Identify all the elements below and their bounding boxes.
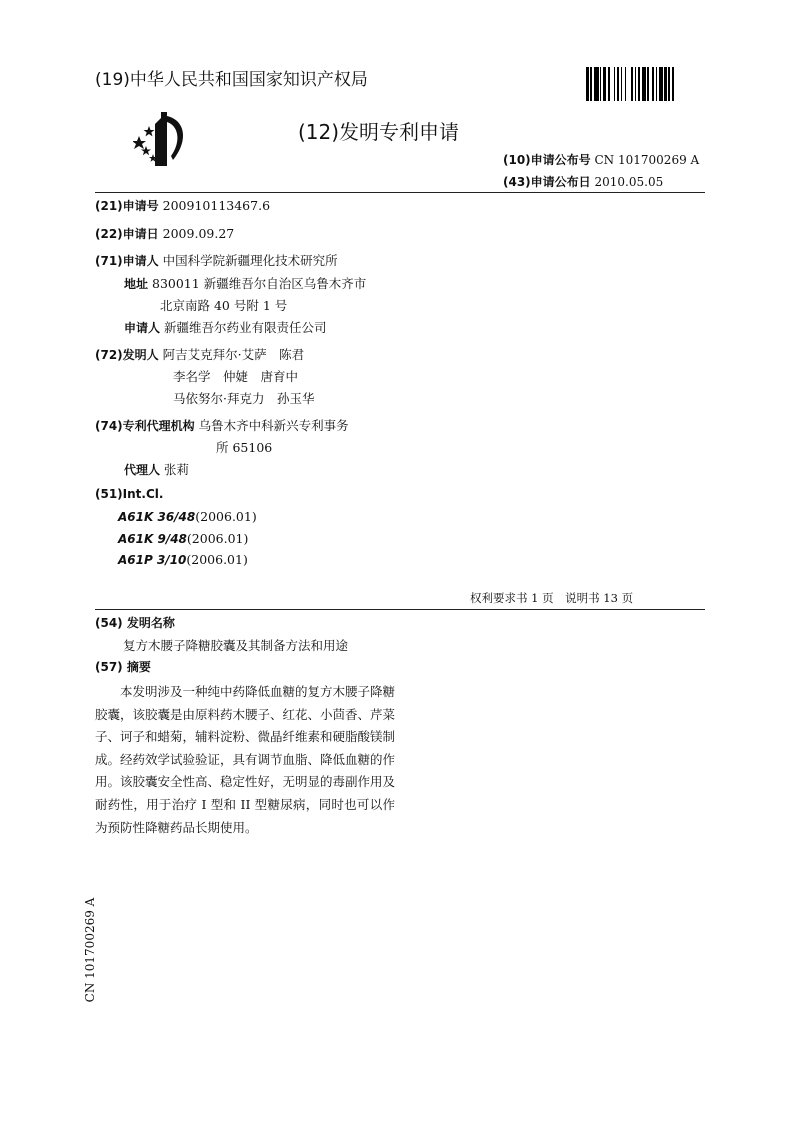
application-number-label: (21)申请号 bbox=[95, 199, 159, 213]
sipo-emblem-icon bbox=[133, 110, 193, 168]
inventors-line1: 阿吉艾克拜尔·艾萨 陈君 bbox=[162, 347, 305, 362]
publication-number: CN 101700269 A bbox=[594, 153, 700, 167]
ipc-entry bbox=[118, 552, 248, 567]
ipc-code: A61K 9/48 bbox=[118, 532, 187, 546]
application-number: 200910113467.6 bbox=[162, 198, 271, 213]
ipc-entry bbox=[118, 531, 248, 546]
address-row bbox=[124, 274, 366, 292]
office-name: (19)中华人民共和国国家知识产权局 bbox=[95, 70, 368, 90]
address-label: 地址 bbox=[124, 277, 149, 291]
barcode-icon bbox=[586, 67, 704, 101]
applicant2-row bbox=[124, 318, 327, 336]
document-kind: (12)发明专利申请 bbox=[298, 120, 460, 144]
publication-number-label: (10)申请公布号 bbox=[503, 153, 591, 167]
intcl-label: (51)Int.Cl. bbox=[95, 487, 164, 501]
agent-label: 代理人 bbox=[124, 463, 161, 477]
abstract-text: 本发明涉及一种纯中药降低血糖的复方木腰子降糖胶囊，该胶囊是由原料药木腰子、红花、小茴香、芹菜子、诃子和蜡菊，辅料淀粉、微晶纤维素和硬脂酸镁制成。经药效学试验验证，具有调节血脂、降低血糖的作用。该胶囊安全性高、稳定性好，无明显的毒副作用及耐药性，用于治疗 I 型和 II 型糖尿病，同时也可以作为预防性降糖药品长期使用。 bbox=[95, 684, 396, 835]
publication-date-label: (43)申请公布日 bbox=[503, 175, 591, 189]
agency-row bbox=[95, 416, 349, 434]
ipc-code: A61P 3/10 bbox=[118, 553, 187, 567]
inventor-label: (72)发明人 bbox=[95, 348, 159, 362]
abstract-body bbox=[95, 681, 395, 839]
inventors-line3: 马依努尔·拜克力 孙玉华 bbox=[173, 391, 315, 406]
side-publication-number: CN 101700269 A bbox=[83, 897, 97, 1003]
applicant2: 新疆维吾尔药业有限责任公司 bbox=[164, 320, 327, 335]
agency-line1: 乌鲁木齐中科新兴专利事务 bbox=[198, 418, 349, 433]
abstract-label: (57) 摘要 bbox=[95, 660, 151, 674]
application-number-row bbox=[95, 197, 270, 214]
ipc-code: A61K 36/48 bbox=[118, 510, 196, 524]
ipc-entry bbox=[118, 509, 257, 524]
barcode-bar bbox=[674, 67, 675, 101]
section-divider bbox=[95, 609, 705, 610]
inventors-row bbox=[95, 345, 304, 363]
applicant-row bbox=[95, 251, 338, 269]
inventors-line2: 李名学 仲婕 唐育中 bbox=[173, 369, 299, 384]
invention-title: 复方木腰子降糖胶囊及其制备方法和用途 bbox=[123, 638, 349, 653]
publication-date: 2010.05.05 bbox=[594, 175, 664, 189]
ipc-version: (2006.01) bbox=[195, 509, 257, 524]
address-line2: 北京南路 40 号附 1 号 bbox=[160, 298, 288, 313]
title-label: (54) 发明名称 bbox=[95, 616, 175, 630]
ipc-version: (2006.01) bbox=[186, 531, 249, 546]
agent-row bbox=[124, 460, 189, 478]
agency-label: (74)专利代理机构 bbox=[95, 419, 195, 433]
applicant: 中国科学院新疆理化技术研究所 bbox=[162, 253, 338, 268]
agent: 张莉 bbox=[164, 462, 190, 477]
applicant2-label: 申请人 bbox=[124, 321, 161, 335]
publication-date-row bbox=[503, 173, 663, 190]
publication-number-row bbox=[503, 151, 699, 168]
filing-date-row bbox=[95, 225, 234, 242]
pages-note: 权利要求书 1 页 说明书 13 页 bbox=[470, 591, 634, 605]
agency-line2: 所 65106 bbox=[216, 440, 273, 455]
ipc-version: (2006.01) bbox=[186, 552, 248, 567]
applicant-label: (71)申请人 bbox=[95, 254, 159, 268]
header-divider bbox=[95, 192, 705, 193]
filing-date: 2009.09.27 bbox=[162, 226, 235, 241]
filing-date-label: (22)申请日 bbox=[95, 227, 159, 241]
address-line1: 830011 新疆维吾尔自治区乌鲁木齐市 bbox=[152, 276, 367, 291]
